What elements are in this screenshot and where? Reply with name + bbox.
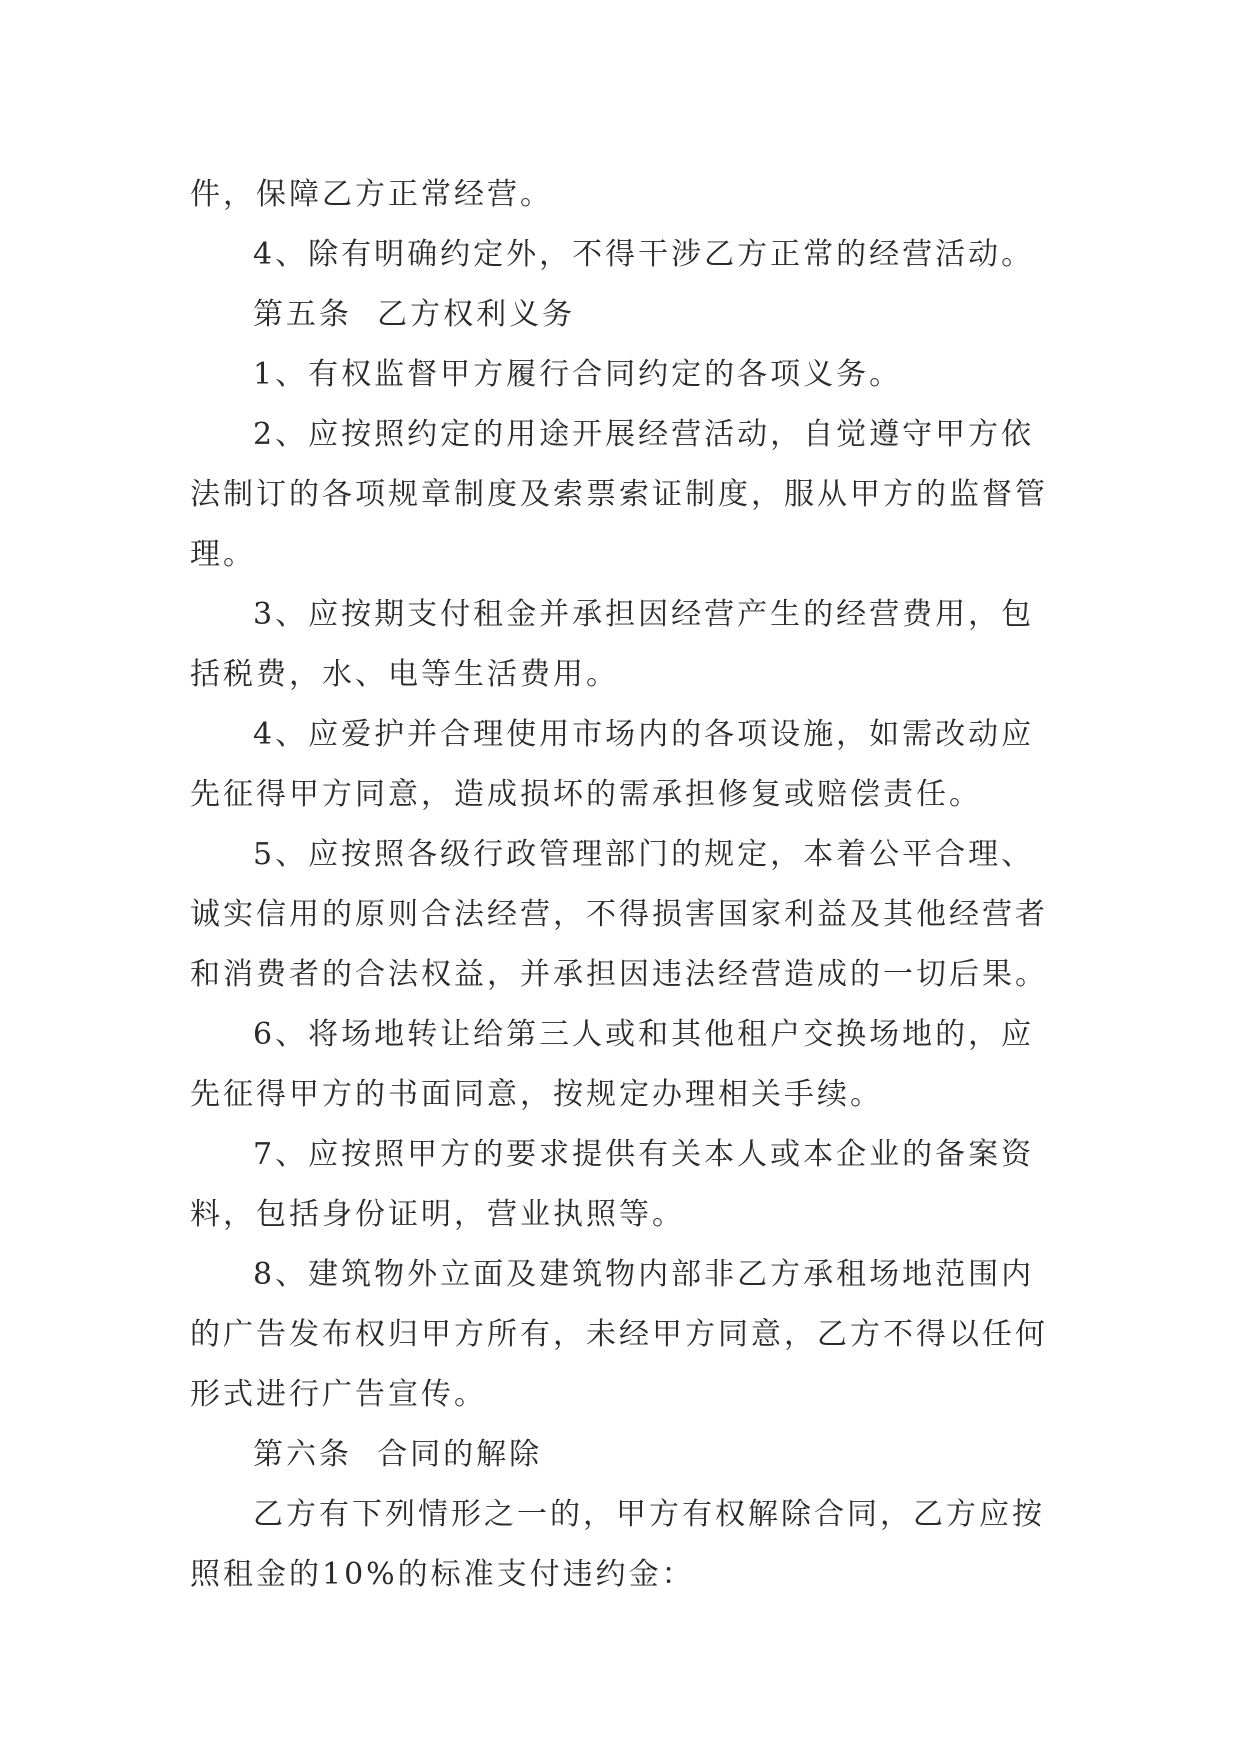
paragraph-continuation — [190, 165, 1050, 225]
paragraph-clause-4-a — [190, 225, 1050, 285]
paragraph-clause-3 — [190, 585, 1050, 705]
text-line: 件，保障乙方正常经营。 — [190, 177, 553, 212]
text-line: 第六条 合同的解除 — [253, 1437, 543, 1472]
text-line: 3、应按期支付租金并承担因经营产生的经营费用，包 — [253, 597, 1035, 632]
text-line: 括税费，水、电等生活费用。 — [190, 657, 619, 692]
paragraph-clause-2 — [190, 405, 1050, 585]
text-line: 4、除有明确约定外，不得干涉乙方正常的经营活动。 — [253, 237, 1035, 272]
text-line: 法制订的各项规章制度及索票索证制度，服从甲方的监督管 — [190, 477, 1048, 512]
section-heading-article-6 — [190, 1425, 1050, 1485]
text-line: 先征得甲方的书面同意，按规定办理相关手续。 — [190, 1077, 883, 1112]
text-line: 理。 — [190, 537, 256, 572]
text-line: 5、应按照各级行政管理部门的规定，本着公平合理、 — [253, 837, 1035, 872]
paragraph-termination-intro — [190, 1485, 1050, 1605]
document-body — [190, 165, 1050, 1605]
text-line: 1、有权监督甲方履行合同约定的各项义务。 — [253, 357, 903, 392]
text-line: 6、将场地转让给第三人或和其他租户交换场地的，应 — [253, 1017, 1035, 1052]
paragraph-clause-8 — [190, 1245, 1050, 1425]
paragraph-clause-7 — [190, 1125, 1050, 1245]
paragraph-clause-1 — [190, 345, 1050, 405]
paragraph-clause-4-b — [190, 705, 1050, 825]
text-line: 8、建筑物外立面及建筑物内部非乙方承租场地范围内 — [253, 1257, 1035, 1292]
text-line: 料，包括身份证明，营业执照等。 — [190, 1197, 685, 1232]
text-line: 7、应按照甲方的要求提供有关本人或本企业的备案资 — [253, 1137, 1035, 1172]
paragraph-clause-6 — [190, 1005, 1050, 1125]
text-line: 乙方有下列情形之一的，甲方有权解除合同，乙方应按 — [253, 1497, 1045, 1532]
paragraph-clause-5 — [190, 825, 1050, 1005]
text-line: 2、应按照约定的用途开展经营活动，自觉遵守甲方依 — [253, 417, 1035, 452]
section-heading-article-5 — [190, 285, 1050, 345]
text-line: 4、应爱护并合理使用市场内的各项设施，如需改动应 — [253, 717, 1035, 752]
text-line: 形式进行广告宣传。 — [190, 1377, 487, 1412]
text-line: 第五条 乙方权利义务 — [253, 297, 576, 332]
text-line: 先征得甲方同意，造成损坏的需承担修复或赔偿责任。 — [190, 777, 982, 812]
text-line: 诚实信用的原则合法经营，不得损害国家利益及其他经营者 — [190, 897, 1048, 932]
text-line: 照租金的10%的标准支付违约金： — [190, 1557, 695, 1592]
text-line: 和消费者的合法权益，并承担因违法经营造成的一切后果。 — [190, 957, 1048, 992]
text-line: 的广告发布权归甲方所有，未经甲方同意，乙方不得以任何 — [190, 1317, 1048, 1352]
